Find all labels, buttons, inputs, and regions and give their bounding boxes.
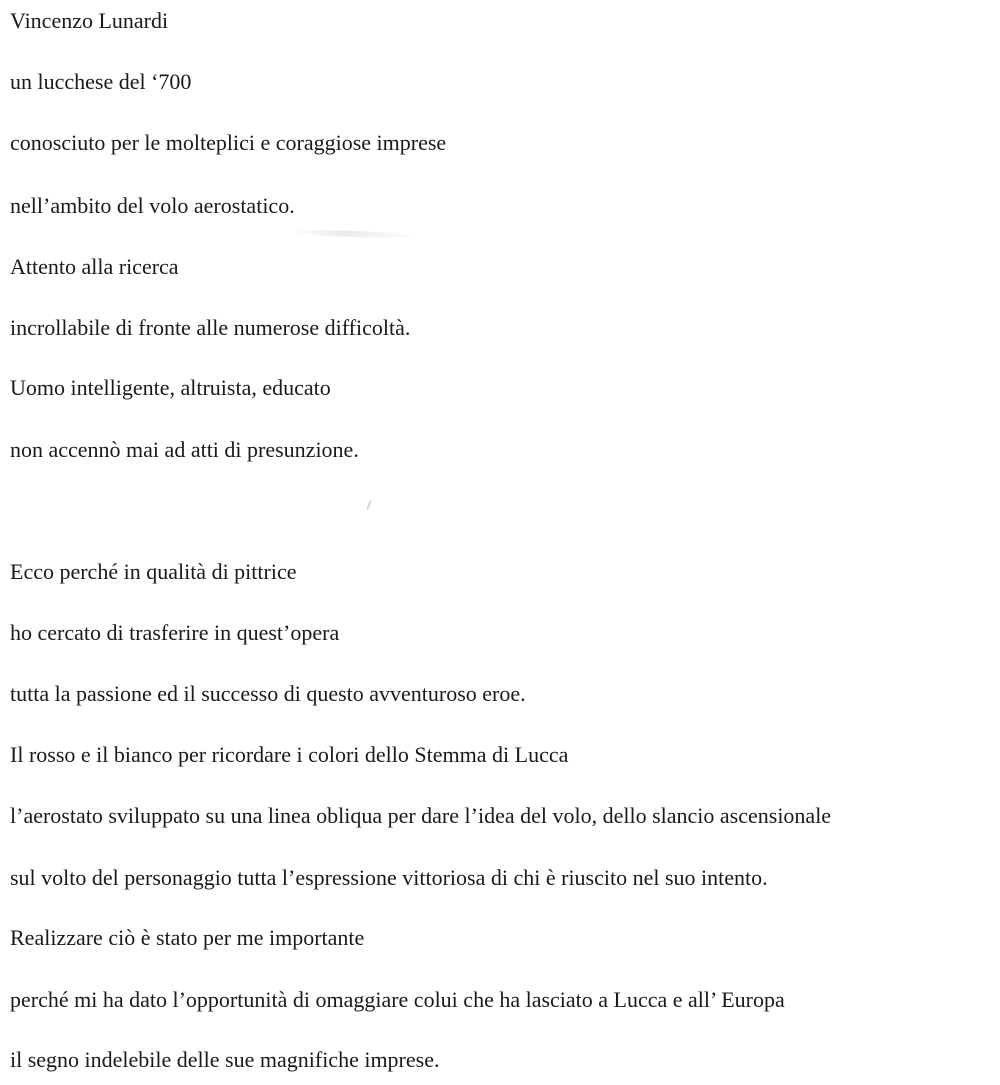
text-line: conosciuto per le molteplici e coraggiose imprese	[10, 130, 447, 155]
text-line: un lucchese del ‘700	[10, 69, 192, 94]
text-line: Attento alla ricerca	[10, 254, 179, 279]
scan-speck	[366, 500, 371, 510]
text-line: Ecco perché in qualità di pittrice	[10, 559, 297, 584]
text-line: l’aerostato sviluppato su una linea obliqua per dare l’idea del volo, dello slancio ascensionale	[10, 803, 832, 828]
text-line: ho cercato di trasferire in quest’opera	[10, 620, 340, 645]
text-line: Il rosso e il bianco per ricordare i colori dello Stemma di Lucca	[10, 742, 569, 767]
text-line: perché mi ha dato l’opportunità di omaggiare colui che ha lasciato a Lucca e all’ Europa	[10, 987, 785, 1012]
scan-smudge	[290, 229, 420, 240]
text-line: Uomo intelligente, altruista, educato	[10, 375, 331, 400]
text-line: nell’ambito del volo aerostatico.	[10, 193, 295, 218]
text-line: incrollabile di fronte alle numerose difficoltà.	[10, 315, 411, 340]
text-line: Vincenzo Lunardi	[10, 8, 169, 33]
text-line: sul volto del personaggio tutta l’espressione vittoriosa di chi è riuscito nel suo intento.	[10, 865, 768, 890]
text-line: tutta la passione ed il successo di questo avventuroso eroe.	[10, 681, 526, 706]
text-line: Realizzare ciò è stato per me importante	[10, 925, 365, 950]
text-line: non accennò mai ad atti di presunzione.	[10, 437, 359, 462]
text-line: il segno indelebile delle sue magnifiche imprese.	[10, 1047, 440, 1072]
